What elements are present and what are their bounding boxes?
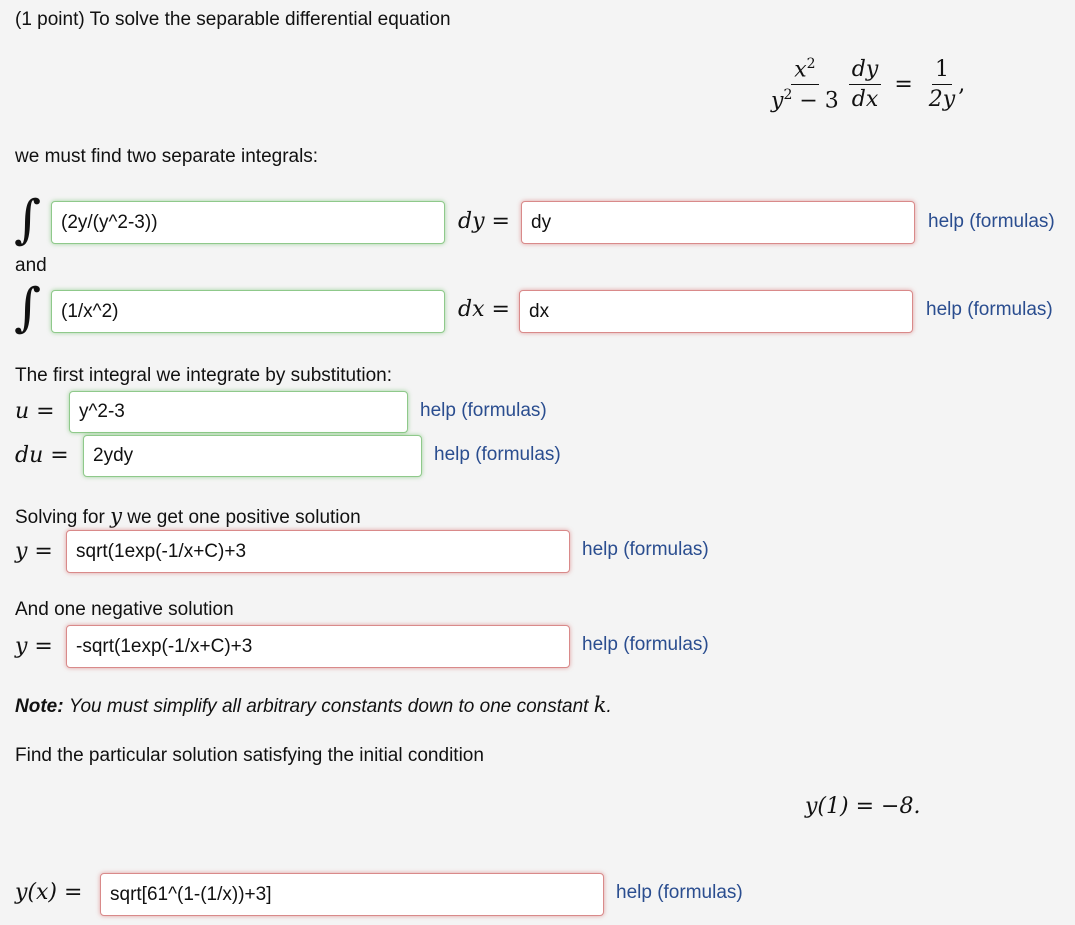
initial-condition: y(1) = −8.	[805, 794, 921, 819]
integral-sign-icon: ∫	[14, 190, 42, 250]
integrand-2-input[interactable]: (1/x^2)	[51, 290, 445, 333]
positive-solution-input[interactable]: sqrt(1exp(-1/x+C)+3	[66, 530, 570, 573]
note: Note: You must simplify all arbitrary constants down to one constant k.	[15, 693, 612, 717]
and-label: and	[15, 255, 47, 276]
help-formulas-link[interactable]: help (formulas)	[582, 539, 709, 560]
differential-equation: $\frac{x^2}{y^2 - 3}$ $\frac{dy}{dx}$ = $\frac{1}{2y}$ ,	[768, 56, 965, 114]
integral-2-result-input[interactable]: dx	[519, 290, 913, 333]
differential-dx: dx =	[458, 297, 510, 322]
positive-solution-intro: Solving for y we get one positive solution	[15, 504, 361, 528]
integrand-1-input[interactable]: (2y/(y^2-3))	[51, 201, 445, 244]
integral-1-result-input[interactable]: dy	[521, 201, 915, 244]
differential-dy: dy =	[458, 209, 510, 234]
negative-solution-intro: And one negative solution	[15, 599, 234, 620]
y-of-x-label: y(x) =	[15, 880, 83, 905]
derivative-fraction: $\frac{dy}{dx}$	[849, 57, 882, 112]
find-integrals-text: we must find two separate integrals:	[15, 146, 319, 167]
u-label: u =	[15, 399, 55, 424]
help-formulas-link[interactable]: help (formulas)	[420, 400, 547, 421]
y-positive-label: y =	[15, 539, 53, 564]
help-formulas-link[interactable]: help (formulas)	[926, 299, 1053, 320]
du-input[interactable]: 2ydy	[83, 435, 422, 477]
rhs-fraction: $\frac{1}{2y}$	[928, 57, 956, 113]
help-formulas-link[interactable]: help (formulas)	[582, 634, 709, 655]
help-formulas-link[interactable]: help (formulas)	[434, 444, 561, 465]
du-label: du =	[15, 443, 69, 468]
negative-solution-input[interactable]: -sqrt(1exp(-1/x+C)+3	[66, 625, 570, 668]
help-formulas-link[interactable]: help (formulas)	[928, 211, 1055, 232]
particular-solution-input[interactable]: sqrt[61^(1-(1/x))+3]	[100, 873, 604, 916]
y-negative-label: y =	[15, 634, 53, 659]
particular-solution-intro: Find the particular solution satisfying the initial condition	[15, 745, 484, 766]
substitution-intro: The first integral we integrate by substitution:	[15, 365, 393, 386]
help-formulas-link[interactable]: help (formulas)	[616, 882, 743, 903]
u-input[interactable]: y^2-3	[69, 391, 408, 433]
lhs-fraction: $\frac{x^2}{y^2 - 3}$	[771, 56, 839, 114]
integral-sign-icon: ∫	[14, 278, 42, 338]
problem-intro: (1 point) To solve the separable differential equation	[15, 9, 451, 30]
